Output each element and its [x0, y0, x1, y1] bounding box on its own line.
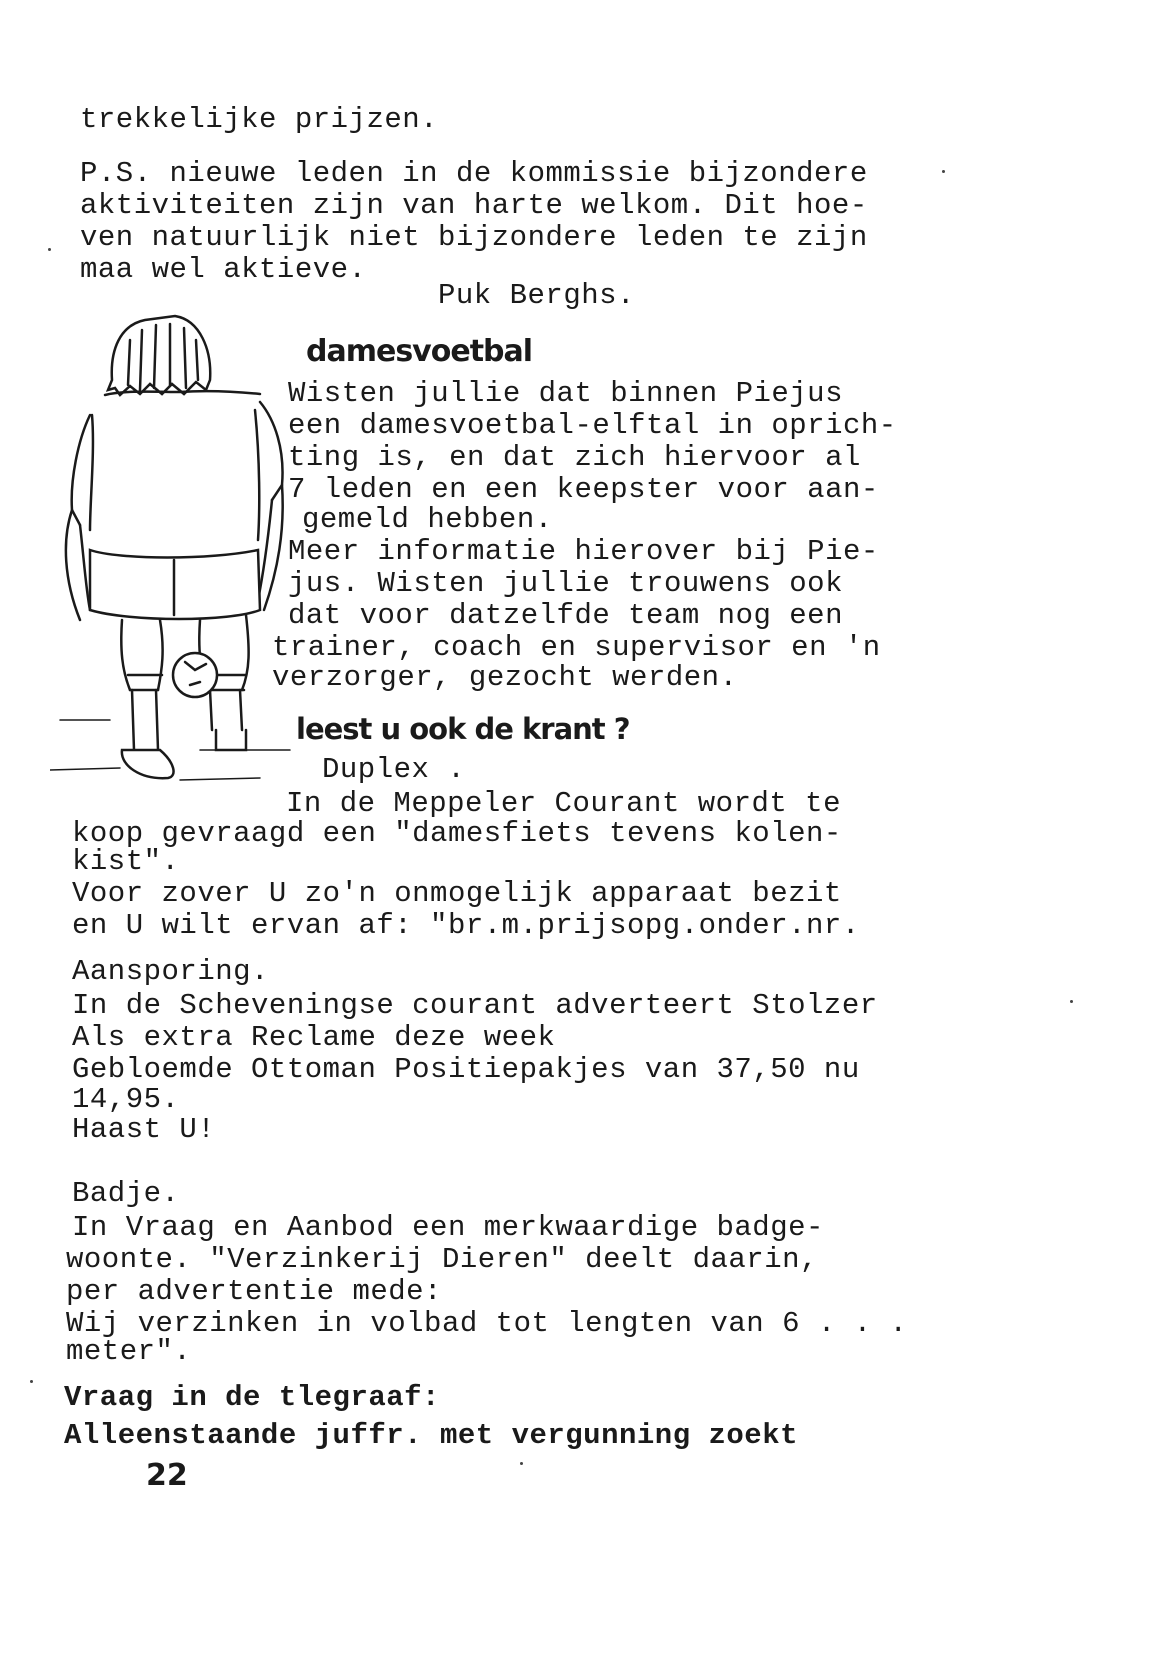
ps-line-1: P.S. nieuwe leden in de kommissie bijzondere	[80, 157, 868, 190]
damesvoetbal-line: 7 leden en een keepster voor aan-	[288, 473, 879, 506]
badje-title: Badje.	[72, 1177, 180, 1210]
aansporing-line: 14,95.	[72, 1083, 180, 1116]
aansporing-line: Haast U!	[72, 1113, 216, 1146]
damesvoetbal-heading: damesvoetbal	[306, 334, 533, 369]
ps-line-2: aktiviteiten zijn van harte welkom. Dit hoe-	[80, 189, 868, 222]
scan-speck	[30, 1380, 33, 1383]
damesvoetbal-line: ting is, en dat zich hiervoor al	[288, 441, 861, 474]
krant-line: Voor zover U zo'n onmogelijk apparaat bezit	[72, 877, 842, 910]
telegraaf-line: Alleenstaande juffr. met vergunning zoekt	[64, 1419, 799, 1452]
signature: Puk Berghs.	[438, 279, 635, 312]
scan-speck	[942, 170, 945, 173]
aansporing-title: Aansporing.	[72, 955, 269, 988]
telegraaf-line: Vraag in de tlegraaf:	[64, 1381, 440, 1414]
footballer-illustration	[50, 310, 300, 810]
damesvoetbal-line: een damesvoetbal-elftal in oprich-	[288, 409, 897, 442]
damesvoetbal-line: trainer, coach en supervisor en 'n	[272, 631, 881, 664]
badje-line: meter".	[66, 1335, 192, 1368]
intro-line: trekkelijke prijzen.	[80, 103, 439, 136]
aansporing-line: Gebloemde Ottoman Positiepakjes van 37,50 nu	[72, 1053, 860, 1086]
krant-line: In de Meppeler Courant wordt te	[286, 787, 841, 820]
badje-line: woonte. "Verzinkerij Dieren" deelt daarin,	[66, 1243, 818, 1276]
damesvoetbal-line: Wisten jullie dat binnen Piejus	[288, 377, 843, 410]
badje-line: Wij verzinken in volbad tot lengten van 6 . . .	[66, 1307, 908, 1340]
scan-speck	[48, 248, 51, 251]
badje-line: In Vraag en Aanbod een merkwaardige badge-	[72, 1211, 824, 1244]
krant-line: en U wilt ervan af: "br.m.prijsopg.onder.nr.	[72, 909, 860, 942]
ps-line-4: maa wel aktieve.	[80, 253, 367, 286]
damesvoetbal-line: jus. Wisten jullie trouwens ook	[288, 567, 843, 600]
page-number: 22	[146, 1458, 188, 1493]
scan-speck	[520, 1462, 523, 1465]
aansporing-line: Als extra Reclame deze week	[72, 1021, 556, 1054]
krant-line: kist".	[72, 845, 180, 878]
damesvoetbal-line: verzorger, gezocht werden.	[272, 661, 738, 694]
krant-heading: leest u ook de krant ?	[296, 712, 630, 746]
damesvoetbal-line: dat voor datzelfde team nog een	[288, 599, 843, 632]
badje-line: per advertentie mede:	[66, 1275, 442, 1308]
damesvoetbal-line: Meer informatie hierover bij Pie-	[288, 535, 879, 568]
krant-line: koop gevraagd een "damesfiets tevens kolen-	[72, 817, 842, 850]
krant-author: Duplex .	[322, 753, 466, 786]
damesvoetbal-line: gemeld hebben.	[302, 503, 553, 536]
ps-line-3: ven natuurlijk niet bijzondere leden te zijn	[80, 221, 868, 254]
aansporing-line: In de Scheveningse courant adverteert Stolzer	[72, 989, 878, 1022]
scan-speck	[1070, 1000, 1073, 1003]
